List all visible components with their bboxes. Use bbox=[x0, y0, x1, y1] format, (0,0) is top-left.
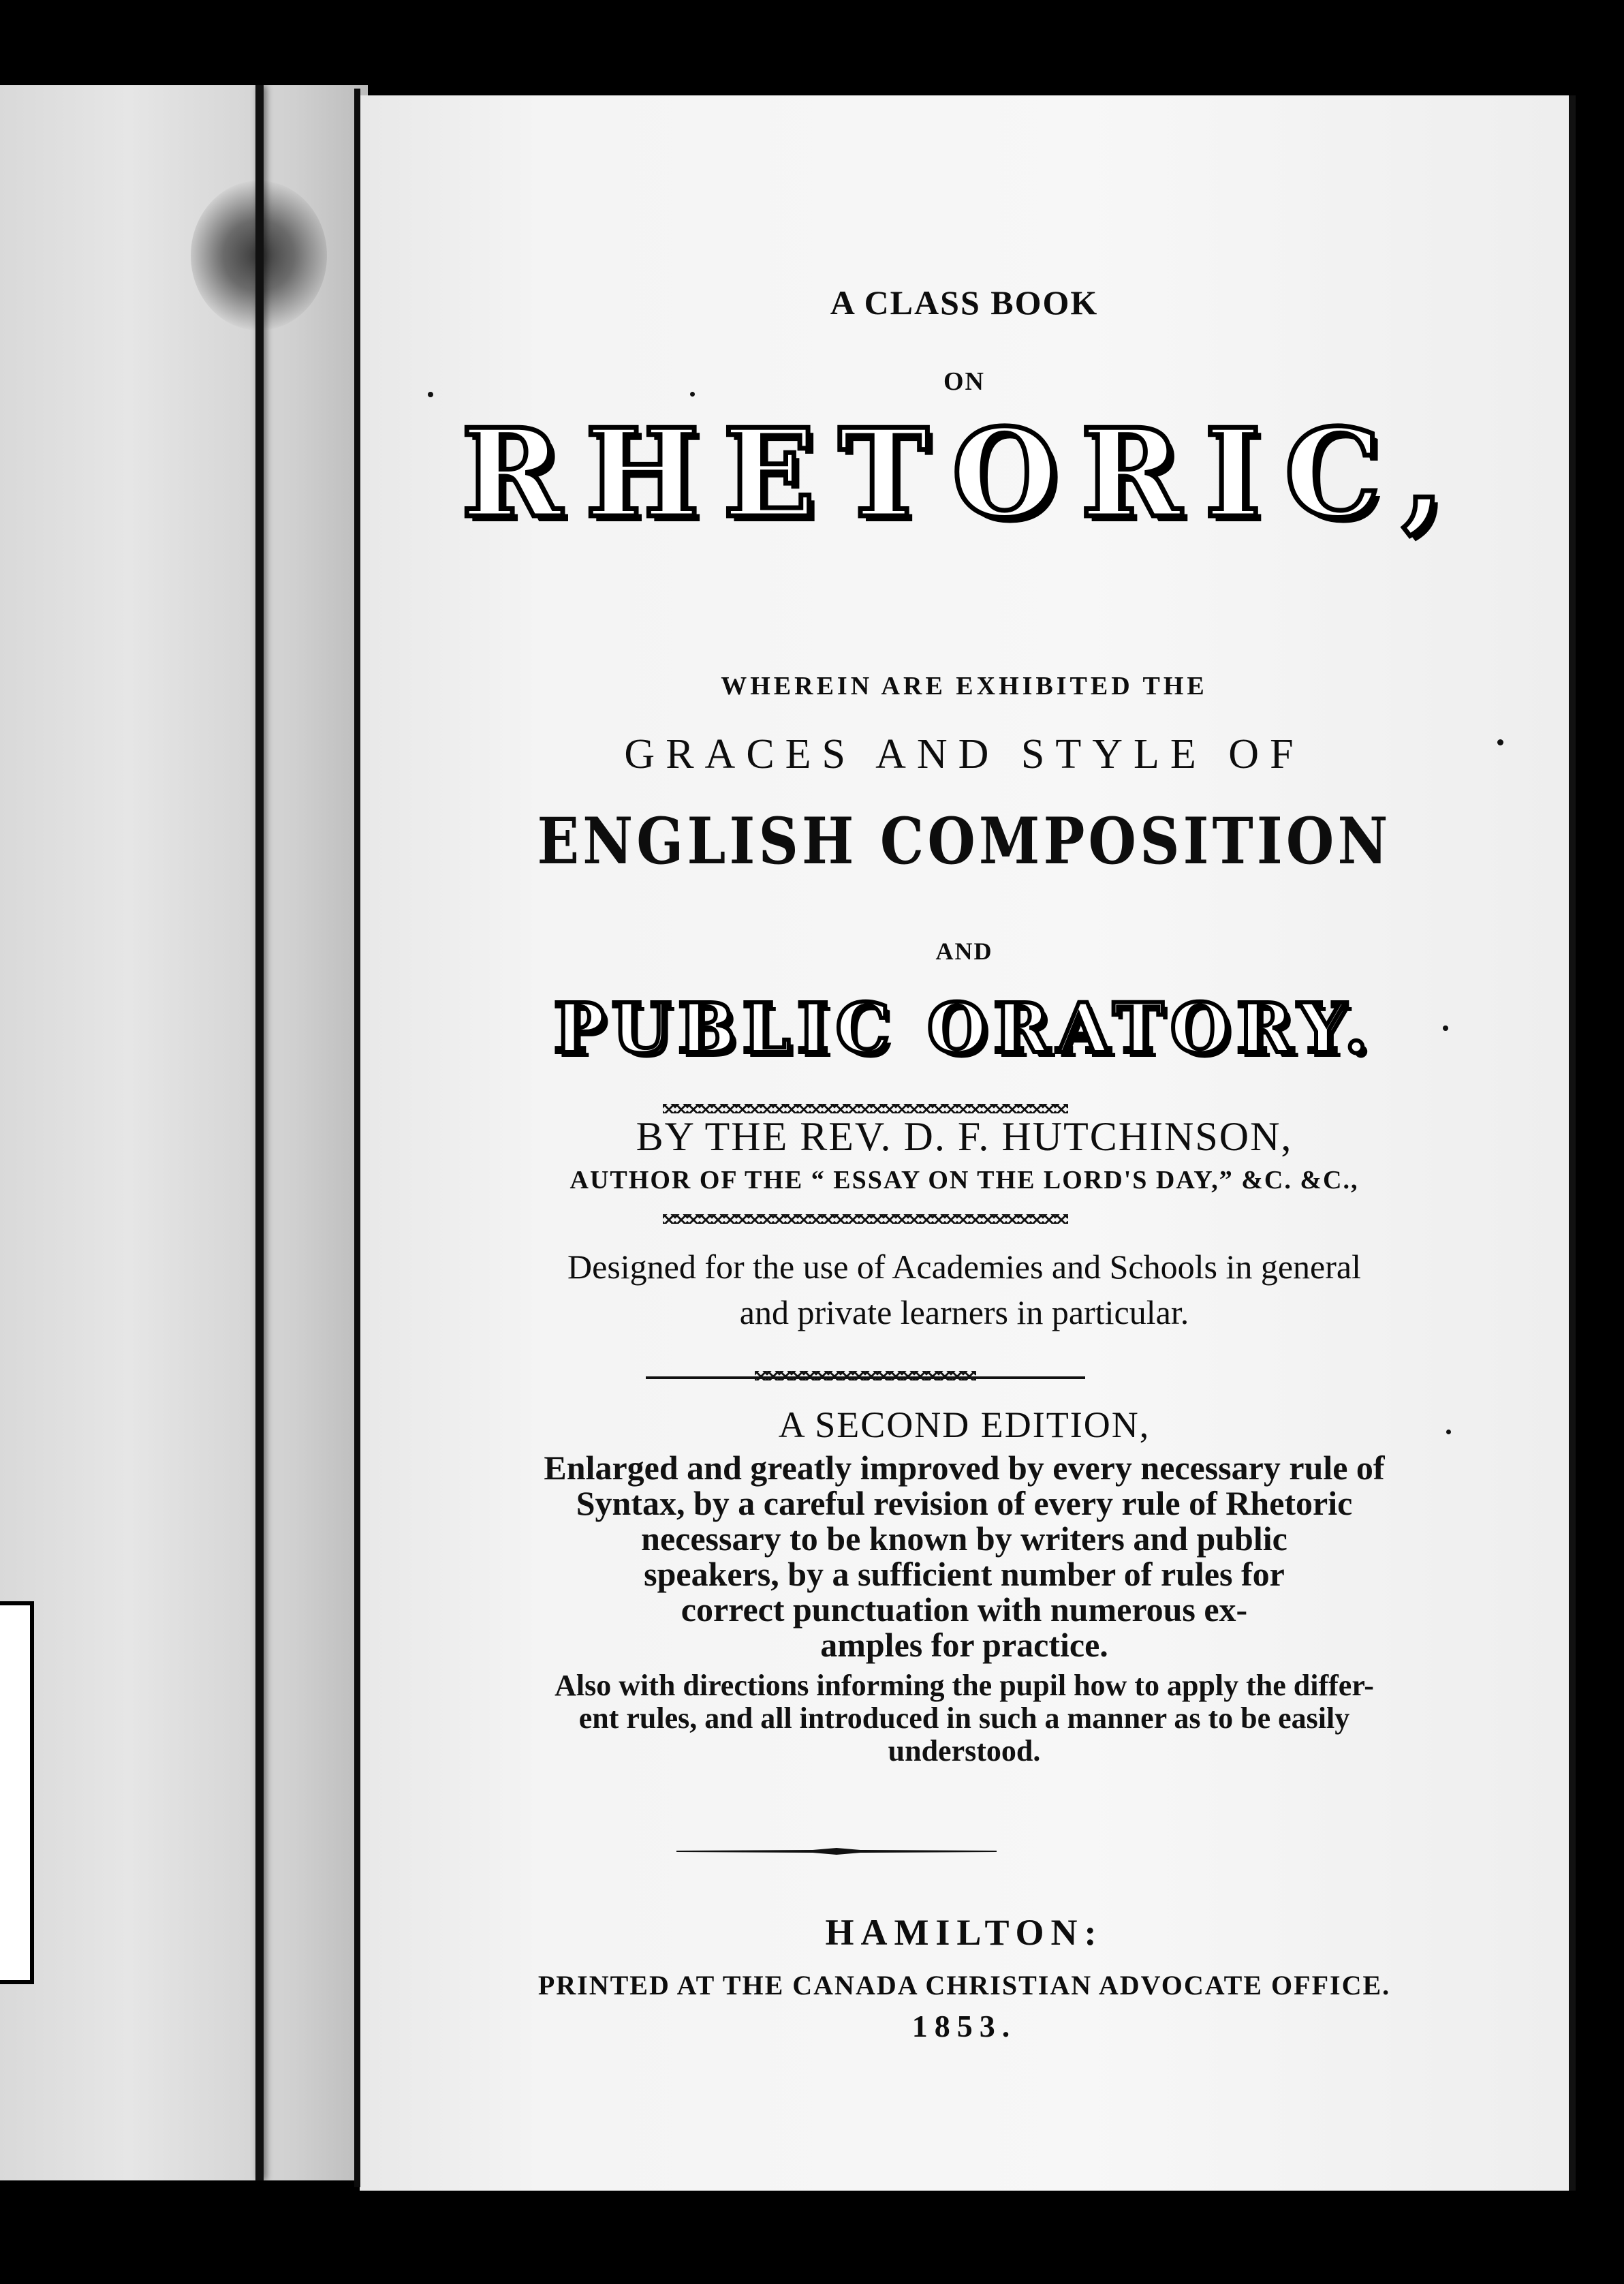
imprint-printer: PRINTED AT THE CANADA CHRISTIAN ADVOCATE OFFICE. bbox=[537, 1970, 1391, 2001]
title-on: ON bbox=[943, 367, 985, 396]
subtitle-english-composition: ENGLISH COMPOSITION bbox=[537, 804, 1392, 879]
page-edge-line bbox=[354, 89, 360, 2187]
print-speck bbox=[428, 392, 433, 397]
edition-description-line: necessary to be known by writers and public bbox=[641, 1519, 1287, 1558]
section-rule-wave bbox=[755, 1371, 976, 1380]
wavy-rule bbox=[663, 1214, 1068, 1224]
subtitle-wherein: WHEREIN ARE EXHIBITED THE bbox=[721, 672, 1208, 700]
title-page bbox=[360, 95, 1576, 2191]
edition-description-line: speakers, by a sufficient number of rules for bbox=[644, 1555, 1285, 1593]
subtitle-public-oratory: PUBLIC ORATORY. bbox=[553, 988, 1375, 1068]
edition-heading: A SECOND EDITION, bbox=[778, 1404, 1151, 1445]
directions-line: Also with directions informing the pupil how to apply the differ- bbox=[555, 1669, 1374, 1702]
print-speck bbox=[1497, 739, 1503, 745]
imprint-year: 1853. bbox=[911, 2009, 1017, 2043]
left-leaf-frame-mark bbox=[0, 1601, 34, 1984]
edition-description-line: Enlarged and greatly improved by every necessary rule of bbox=[544, 1449, 1385, 1487]
imprint-place: HAMILTON: bbox=[825, 1912, 1104, 1953]
purpose-line: and private learners in particular. bbox=[739, 1293, 1189, 1331]
print-speck bbox=[1443, 1025, 1448, 1031]
directions-line: ent rules, and all introduced in such a manner as to be easily bbox=[578, 1701, 1350, 1735]
gutter-rule bbox=[255, 85, 264, 2180]
ornamental-rule bbox=[676, 1848, 997, 1855]
author-line: BY THE REV. D. F. HUTCHINSON, bbox=[636, 1114, 1293, 1159]
wavy-rule bbox=[663, 1104, 1068, 1113]
edition-description-line: Syntax, by a careful revision of every rule of Rhetoric bbox=[576, 1484, 1353, 1522]
subtitle-and: AND bbox=[935, 938, 993, 965]
main-title: RHETORIC, bbox=[461, 402, 1467, 544]
subtitle-graces: GRACES AND STYLE OF bbox=[624, 731, 1305, 777]
purpose-line: Designed for the use of Academies and Schools in general bbox=[567, 1248, 1361, 1286]
edition-description-line: amples for practice. bbox=[820, 1626, 1108, 1664]
print-speck bbox=[1446, 1430, 1451, 1434]
print-speck bbox=[690, 392, 695, 397]
title-kicker: A CLASS BOOK bbox=[830, 283, 1099, 322]
directions-line: understood. bbox=[888, 1734, 1041, 1768]
left-facing-leaf bbox=[0, 85, 368, 2180]
edition-description-line: correct punctuation with numerous ex- bbox=[681, 1590, 1248, 1629]
author-credentials: AUTHOR OF THE “ ESSAY ON THE LORD'S DAY,” &C. &C., bbox=[569, 1166, 1359, 1194]
